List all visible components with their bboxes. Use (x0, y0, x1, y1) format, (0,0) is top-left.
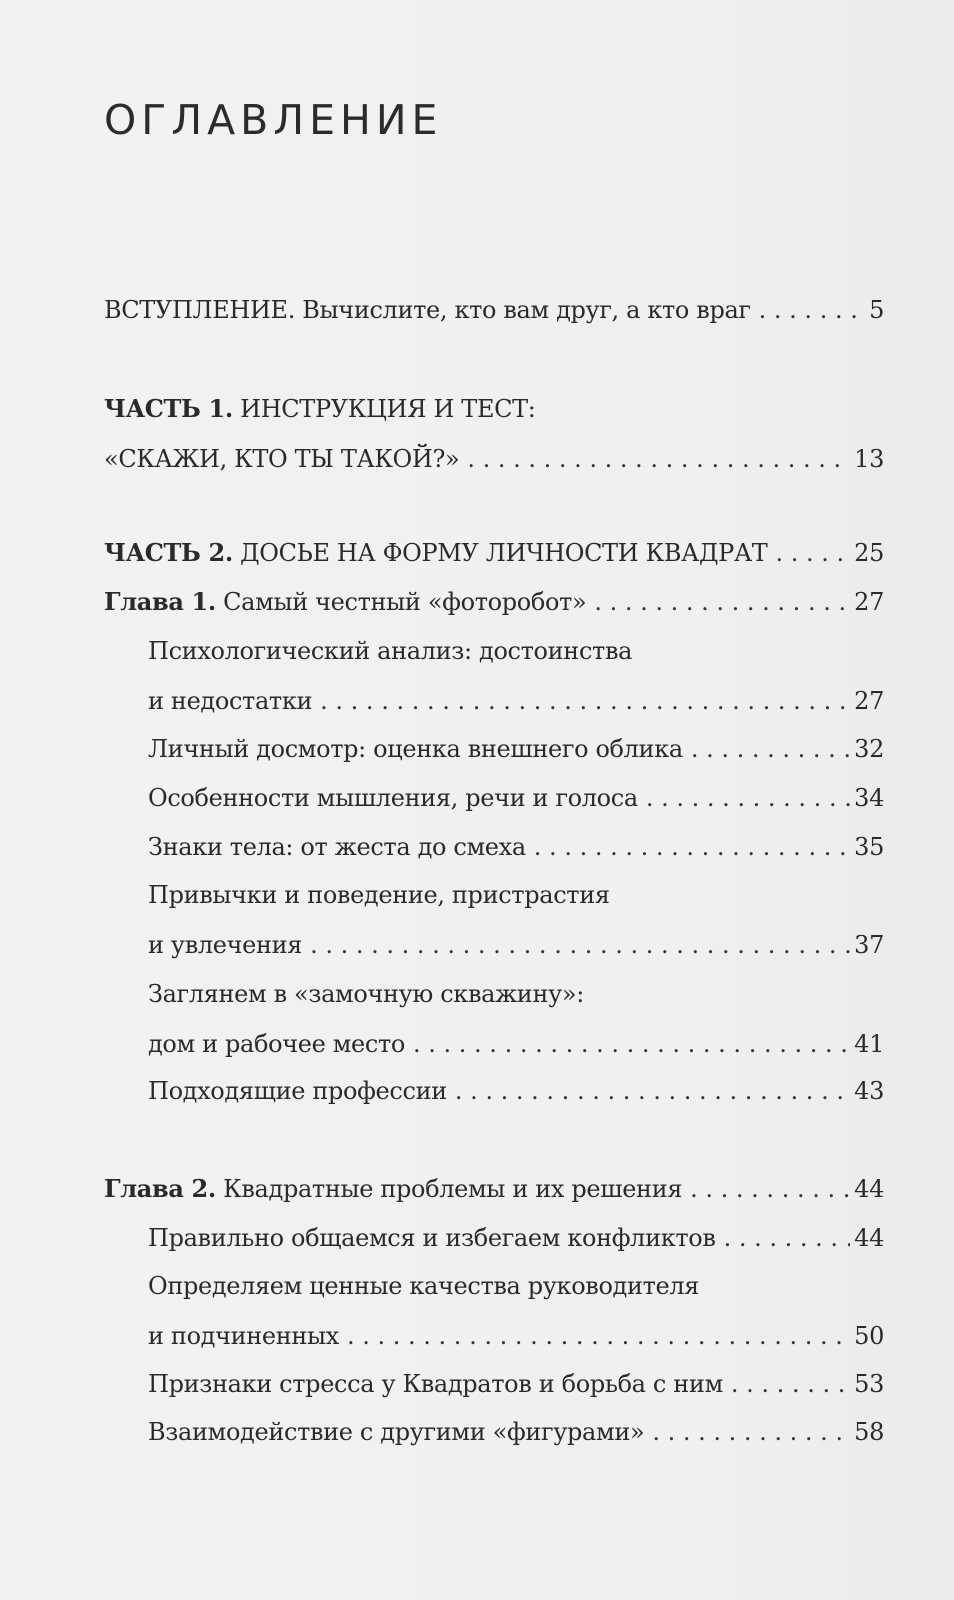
toc-entry-title: Самый честный «фоторобот» (223, 588, 587, 616)
toc-subentry (148, 1261, 884, 1361)
dot-leader (652, 1407, 850, 1457)
toc-entry-chapter-2 (104, 1164, 884, 1214)
toc-line (148, 626, 884, 676)
toc-line (104, 384, 884, 434)
toc-entry-title: Привычки и поведение, пристрастия (148, 881, 610, 909)
toc-line (148, 773, 884, 823)
toc-line (148, 1407, 884, 1457)
toc-entry-title: Квадратные проблемы и их решения (223, 1175, 683, 1203)
toc-entry-title: Личный досмотр: оценка внешнего облика (148, 735, 683, 763)
page-title: ОГЛАВЛЕНИЕ (104, 96, 443, 144)
dot-leader (310, 920, 850, 970)
toc-entry-prefix: ЧАСТЬ 1. (104, 394, 233, 423)
dot-leader (534, 822, 850, 872)
toc-line (148, 724, 884, 774)
dot-leader (731, 1359, 850, 1409)
toc-entry-prefix: Глава 2. (104, 1174, 216, 1203)
toc-entry-title: Заглянем в «замочную скважину»: (148, 980, 584, 1008)
toc-entry-title: ИНСТРУКЦИЯ И ТЕСТ: (240, 395, 536, 423)
toc-subentry (148, 773, 884, 823)
toc-entry-title: Взаимодействие с другими «фигурами» (148, 1418, 645, 1446)
page-number: 50 (854, 1322, 884, 1350)
toc-entry-title: Подходящие профессии (148, 1077, 447, 1105)
toc-subentry (148, 626, 884, 726)
toc-line (148, 822, 884, 872)
toc-line (148, 969, 884, 1019)
toc-line (148, 1019, 884, 1069)
toc-entry-title: Психологический анализ: достоинства (148, 637, 633, 665)
toc-subentry (148, 1407, 884, 1457)
toc-entry-title-continued: «СКАЖИ, КТО ТЫ ТАКОЙ?» (104, 445, 460, 473)
toc-entry-title: ДОСЬЕ НА ФОРМУ ЛИЧНОСТИ КВАДРАТ (240, 539, 768, 567)
dot-leader (594, 577, 850, 627)
toc-line (148, 870, 884, 920)
toc-entry-part-2 (104, 528, 884, 578)
toc-entry-prefix: Глава 1. (104, 587, 216, 616)
page-number: 53 (854, 1370, 884, 1398)
dot-leader (775, 528, 850, 578)
dot-leader (646, 773, 850, 823)
dot-leader (724, 1213, 851, 1263)
dot-leader (347, 1311, 850, 1361)
toc-entry-title-continued: дом и рабочее место (148, 1030, 406, 1058)
toc-entry-introduction (104, 285, 884, 335)
toc-subentry (148, 1066, 884, 1116)
page-number: 37 (854, 931, 884, 959)
page-number: 43 (854, 1077, 884, 1105)
toc-entry-title: Знаки тела: от жеста до смеха (148, 833, 526, 861)
page-number: 44 (854, 1175, 884, 1203)
toc-subentry (148, 969, 884, 1069)
dot-leader (467, 434, 850, 484)
page-number: 35 (854, 833, 884, 861)
toc-line (148, 920, 884, 970)
toc-line (104, 434, 884, 484)
toc-entry-title-continued: и недостатки (148, 687, 313, 715)
toc-entry-title: Определяем ценные качества руководителя (148, 1272, 700, 1300)
toc-subentry (148, 822, 884, 872)
toc-subentry (148, 1359, 884, 1409)
toc-subentry (148, 870, 884, 970)
toc-entry-title: Правильно общаемся и избегаем конфликтов (148, 1224, 716, 1252)
toc-line (148, 1066, 884, 1116)
page-number: 32 (854, 735, 884, 763)
toc-entry-title: ВСТУПЛЕНИЕ. Вычислите, кто вам друг, а кто враг (104, 296, 751, 324)
page-number: 27 (854, 687, 884, 715)
toc-line (104, 577, 884, 627)
dot-leader (759, 285, 865, 335)
toc-entry-title-continued: и увлечения (148, 931, 303, 959)
toc-line (104, 285, 884, 335)
page-number: 41 (854, 1030, 884, 1058)
toc-entry-title: Особенности мышления, речи и голоса (148, 784, 638, 812)
page-number: 27 (854, 588, 884, 616)
toc-line (148, 676, 884, 726)
toc-line (148, 1311, 884, 1361)
toc-entry-chapter-1 (104, 577, 884, 627)
toc-entry-title-continued: и подчиненных (148, 1322, 339, 1350)
page-number: 58 (854, 1418, 884, 1446)
dot-leader (455, 1066, 850, 1116)
dot-leader (413, 1019, 850, 1069)
toc-entry-prefix: ЧАСТЬ 2. (104, 538, 233, 567)
toc-entry-part-1 (104, 384, 884, 484)
toc-line (148, 1261, 884, 1311)
dot-leader (690, 1164, 850, 1214)
toc-line (104, 1164, 884, 1214)
page-number: 25 (854, 539, 884, 567)
toc-subentry (148, 1213, 884, 1263)
dot-leader (691, 724, 850, 774)
toc-entry-title: Признаки стресса у Квадратов и борьба с ним (148, 1370, 723, 1398)
page-number: 5 (869, 296, 884, 324)
page-number: 44 (854, 1224, 884, 1252)
toc-subentry (148, 724, 884, 774)
page-number: 34 (854, 784, 884, 812)
dot-leader (320, 676, 850, 726)
toc-line (148, 1359, 884, 1409)
page-number: 13 (854, 445, 884, 473)
toc-line (104, 528, 884, 578)
toc-line (148, 1213, 884, 1263)
